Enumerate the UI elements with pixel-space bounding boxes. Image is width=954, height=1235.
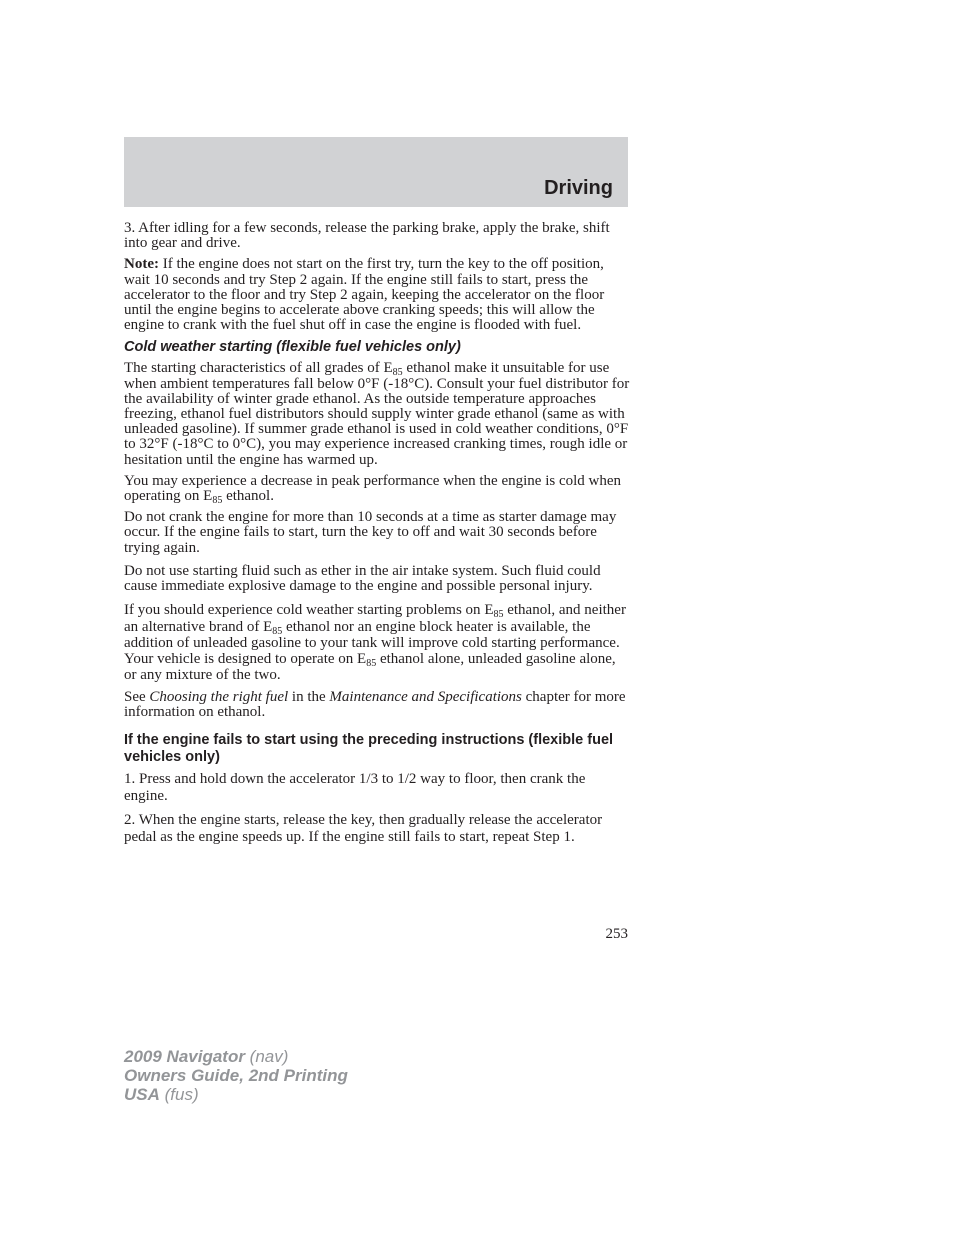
starting-characteristics-paragraph: The starting characteristics of all grades of $E_{85}$ ethanol make it unsuitable for use when ambient temperatures fall below 0°F (-18°C). Consult your fuel distributor for the availability of winter grade ethanol. As the outside temperature approaches freezing, ethanol fuel distributors should supply winter grade ethanol (same as with unleaded gasoline). If summer grade ethanol is used in cold weather conditions, 0°F to 32°F (-18°C to 0°C), you may experience increased cranking times, rough idle or hesitation until the engine has warmed up.: [124, 360, 630, 468]
see-also-paragraph: See Choosing the right fuel in the Maintenance and Specifications chapter for more information on ethanol.: [124, 688, 626, 720]
note-paragraph: [124, 257, 630, 333]
fail-step-2-paragraph: 2. When the engine starts, release the key, then gradually release the accelerator pedal as the engine speeds up. If the engine still fails to start, repeat Step 1.: [124, 812, 603, 845]
page-content: [124, 221, 630, 851]
cross-reference-choosing-fuel: Choosing the right fuel: [149, 688, 289, 705]
engine-fails-heading: If the engine fails to start using the preceding instructions (flexible fuel vehicles only): [124, 732, 614, 766]
e85-term: $E_{85}$: [263, 618, 283, 637]
page-number: 253: [605, 926, 628, 942]
e85-term: $E_{85}$: [357, 651, 377, 670]
e85-term: $E_{85}$: [203, 488, 223, 507]
e85-term: $E_{85}$: [383, 360, 403, 379]
section-header-band: [124, 137, 628, 207]
footer-model-line: 2009 Navigator (nav): [124, 1047, 289, 1066]
cold-weather-problems-paragraph: If you should experience cold weather starting problems on $E_{85}$ ethanol, and neither an alternative brand of $E_{85}$ ethanol nor an engine block heater is available, the addition of unleaded gasoline to your tank will improve cold starting performance. Your vehicle is designed to operate on $E_{85}$ ethanol alone, unleaded gasoline alone, or any mixture of the two.: [124, 602, 626, 684]
footer-region-line: USA (fus): [124, 1085, 199, 1104]
crank-limit-paragraph: Do not crank the engine for more than 10 seconds at a time as starter damage may occur. If the engine fails to start, turn the key to off and wait 30 seconds before trying again.: [124, 509, 617, 556]
fail-step-1-paragraph: 1. Press and hold down the accelerator 1/3 to 1/2 way to floor, then crank the engine.: [124, 771, 586, 804]
performance-paragraph: You may experience a decrease in peak performance when the engine is cold when operating on $E_{85}$ ethanol.: [124, 472, 622, 507]
cross-reference-maintenance-chapter: Maintenance and Specifications: [329, 688, 522, 705]
section-title: Driving: [544, 177, 613, 199]
cold-weather-heading: Cold weather starting (flexible fuel vehicles only): [124, 339, 461, 356]
note-text: If the engine does not start on the first try, turn the key to the off position, wait 10 seconds and try Step 2 again. If the engine still fails to start, press the accelerator to the floor and try Step 2 again, keeping the accelerator on the floor until the engine begins to accelerate above cranking speeds; this will allow the engine to crank with the fuel shut off in case the engine is flooded with fuel.: [124, 256, 605, 334]
starting-fluid-paragraph: Do not use starting fluid such as ether in the air intake system. Such fluid could cause immediate explosive damage to the engine and possible personal injury.: [124, 562, 601, 595]
document-footer: [124, 1047, 348, 1104]
note-label: Note:: [124, 256, 159, 273]
footer-edition-line: Owners Guide, 2nd Printing: [124, 1066, 348, 1085]
step-3-paragraph: 3. After idling for a few seconds, release the parking brake, apply the brake, shift into gear and drive.: [124, 220, 610, 252]
e85-term: $E_{85}$: [484, 602, 504, 621]
